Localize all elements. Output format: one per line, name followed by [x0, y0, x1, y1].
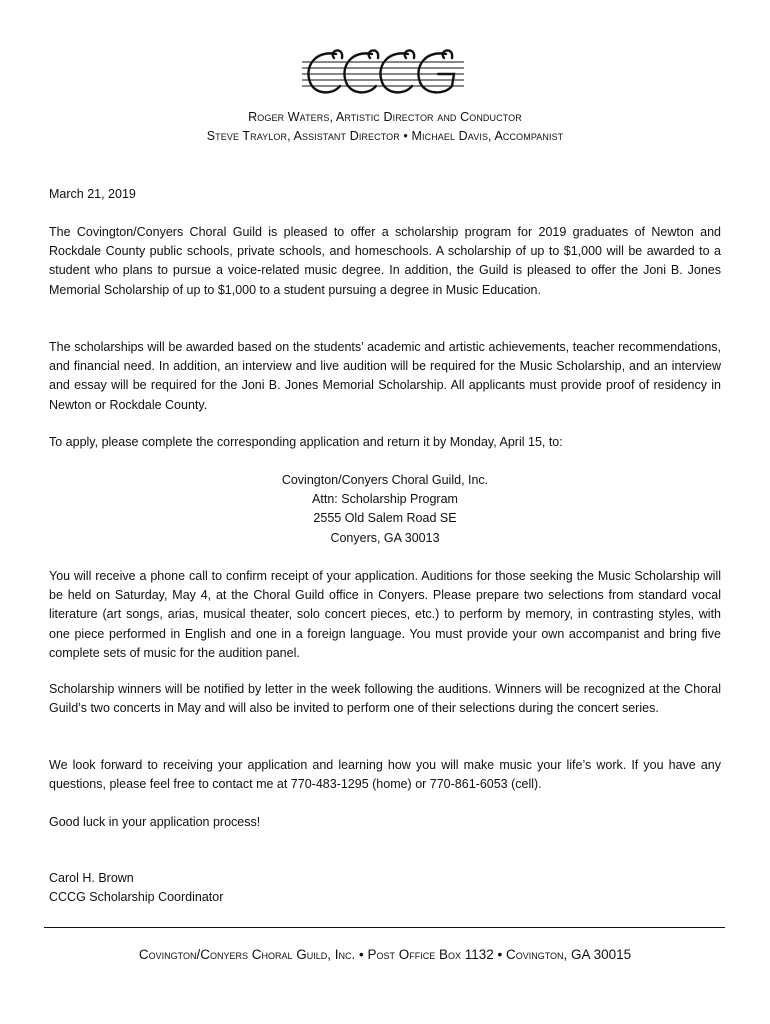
paragraph-auditions: You will receive a phone call to confirm receipt of your application. Auditions for those seeking the Music Scholarship will be held on Saturday, May 4, at the Choral Guild office in Conyers. Please prepare two selections from standard vocal literature (art songs, arias, musical theater, solo concert pieces, etc.) to perform by memory, in contrasting styles, with one piece performed in English and one in a foreign language. You must provide your own accompanist and bring five complete sets of music for the audition panel. — [49, 569, 721, 660]
paragraph-closing: Good luck in your application process! — [49, 815, 261, 829]
letter-date: March 21, 2019 — [49, 187, 136, 201]
address-line-street: 2555 Old Salem Road SE — [313, 511, 457, 526]
paragraph-apply: To apply, please complete the corresponding application and return it by Monday, April 15, to: — [49, 435, 563, 449]
cccg-monogram-logo — [298, 44, 468, 100]
paragraph-intro: The Covington/Conyers Choral Guild is pleased to offer a scholarship program for 2019 graduates of Newton and Rockdale County public schools, private schools, and homeschools. A scholarship of up to $1,000 will be awarded to a student who plans to pursue a voice-related music degree. In addition, the Guild is pleased to offer the Joni B. Jones Memorial Scholarship of up to $1,000 to a student pursuing a degree in Music Education. — [49, 225, 721, 297]
address-line-attn: Attn: Scholarship Program — [312, 492, 458, 507]
mailing-address — [0, 471, 770, 548]
paragraph-winners: Scholarship winners will be notified by letter in the week following the auditions. Winners will be recognized at the Choral Guild’s two concerts in May and will also be invited to perform one of their selections during the concert series. — [49, 682, 721, 716]
paragraph-contact: We look forward to receiving your application and learning how you will make music your life’s work. If you have any questions, please feel free to contact me at 770-483-1295 (home) or 770-861-6053 (cell). — [49, 758, 721, 792]
header-staff-line: Steve Traylor, Assistant Director • Michael Davis, Accompanist — [206, 129, 564, 143]
signature-title: CCCG Scholarship Coordinator — [49, 890, 224, 905]
footer-divider — [44, 927, 725, 928]
address-line-org: Covington/Conyers Choral Guild, Inc. — [281, 473, 489, 487]
address-line-city: Conyers, GA 30013 — [330, 530, 440, 545]
footer-address: Covington/Conyers Choral Guild, Inc. • Post Office Box 1132 • Covington, GA 30015 — [138, 947, 632, 962]
paragraph-criteria: The scholarships will be awarded based on the students’ academic and artistic achievements, teacher recommendations, and financial need. In addition, an interview and live audition will be required for the Music Scholarship, and an interview and essay will be required for the Joni B. Jones Memorial Scholarship. All applicants must provide proof of residency in Newton or Rockdale County. — [49, 340, 721, 412]
signature-name: Carol H. Brown — [49, 871, 134, 885]
signature-block — [49, 869, 721, 907]
header-director-line: Roger Waters, Artistic Director and Conductor — [248, 110, 522, 124]
